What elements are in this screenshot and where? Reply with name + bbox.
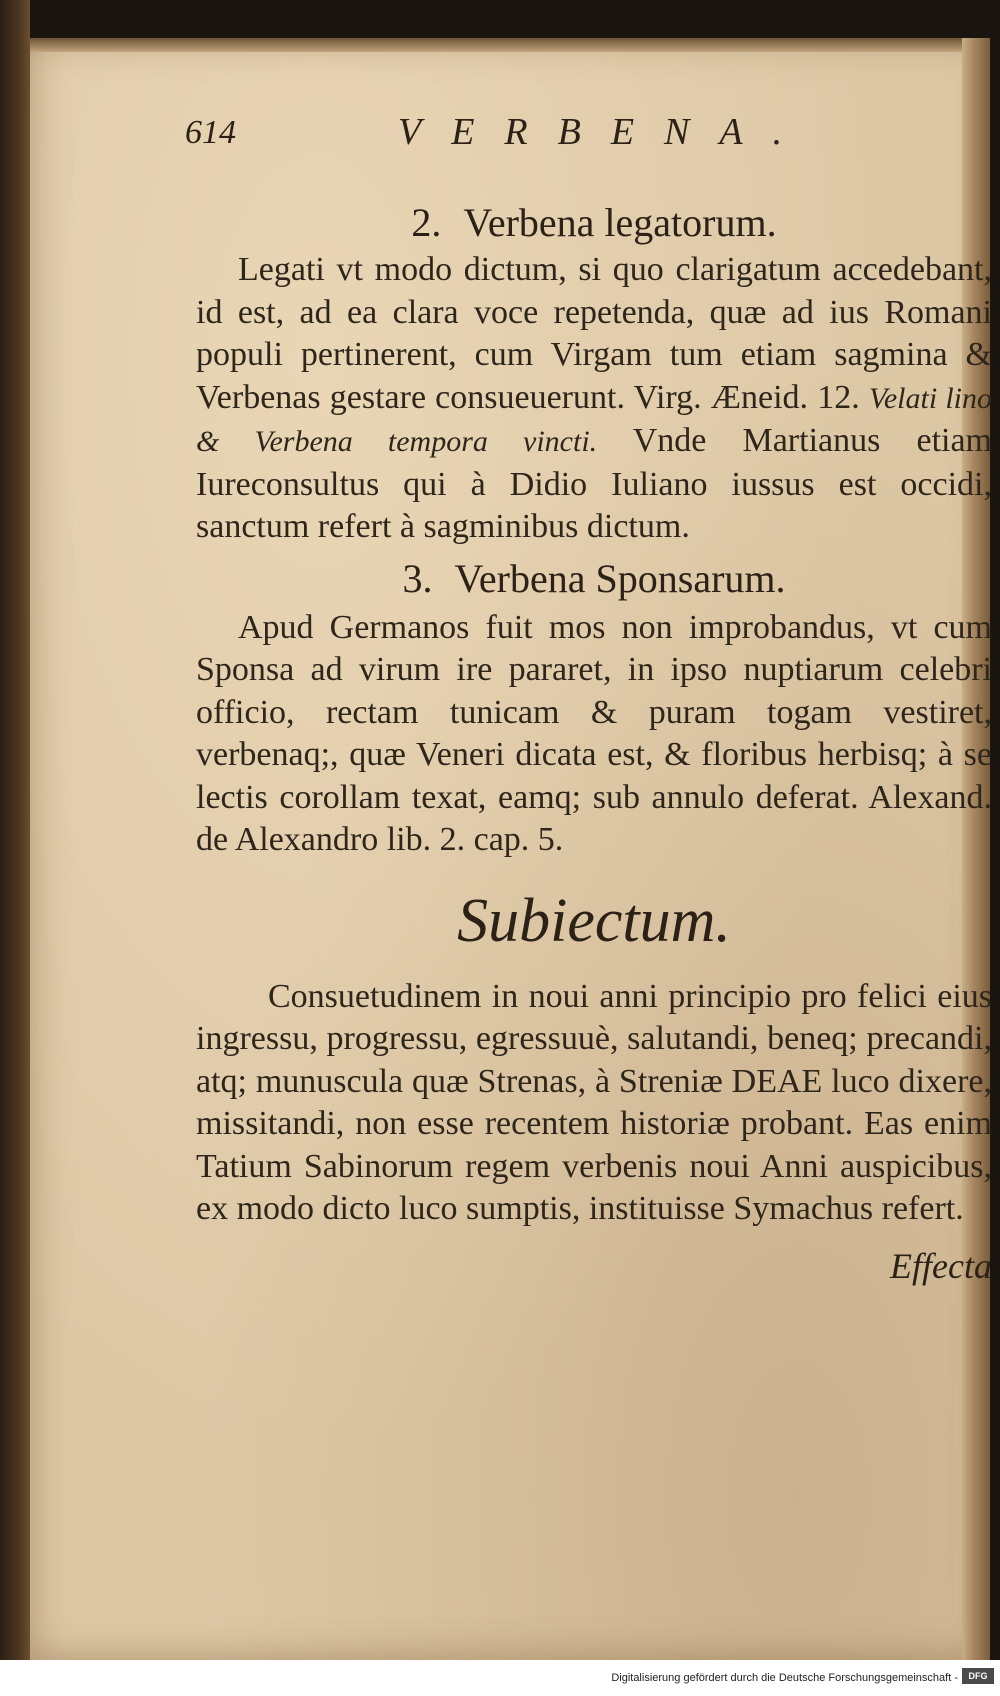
- funding-credit: Digitalisierung gefördert durch die Deutsche Forschungsgemeinschaft -: [611, 1672, 958, 1684]
- subiectum-heading: Subiectum.: [457, 886, 731, 955]
- page-top-edge: [30, 38, 990, 52]
- section-2-paragraph: [196, 249, 992, 549]
- page-number: 614: [185, 114, 236, 151]
- digitization-footer: [0, 1660, 1000, 1696]
- italic-quotation: Velati lino & Verbena tempora vincti.: [196, 381, 992, 458]
- text-block: [196, 201, 992, 1287]
- running-head: [30, 110, 990, 160]
- subiectum-paragraph: Consuetudinem in noui anni principio pro felici eius ingressu, progressu, egressuuè, salutandi, beneq; precandi, atq; munuscula quæ Strenas, à Streniæ DEAE luco dixere, missitandi, non esse recentem historiæ probant. Eas enim Tatium Sabinorum regem verbenis noui Anni auspicibus, ex modo dicto luco sumptis, instituisse Symachus refert.: [196, 977, 992, 1227]
- dfg-logo-icon: DFG: [962, 1668, 994, 1684]
- section-title: Verbena Sponsarum.: [454, 555, 786, 601]
- section-number: 3.: [402, 555, 433, 601]
- section-heading-3: [196, 553, 992, 605]
- paragraph-text: Vnde Martianus etiam Iureconsultus qui à Didio Iuliano iussus est occidi, sanctum refert à sagminibus dictum.: [196, 422, 992, 545]
- catchword: Effecta: [890, 1245, 992, 1286]
- book-page: [30, 38, 990, 1660]
- section-heading-2: [196, 197, 992, 249]
- book-spine: [0, 0, 30, 1696]
- section-3-paragraph: Apud Germanos fuit mos non improbandus, vt cum Sponsa ad virum ire pararet, in ipso nuptiarum celebri officio, rectam tunicam & puram togam vestiret, verbenaq;, quæ Veneri dicata est, & floribus herbisq; à se lectis corollam texat, eamq; sub annulo deferat. Alexand. de Alexandro lib. 2. cap. 5.: [196, 608, 992, 858]
- running-title: VERBENA.: [398, 111, 813, 153]
- paragraph-text: Legati vt modo dictum, si quo clarigatum accedebant, id est, ad ea clara voce repetenda, quæ ad ius Romani populi pertinerent, cum Virgam tum etiam sagmina & Verbenas gestare consueuerunt. Virg. Æneid. 12.: [196, 251, 992, 416]
- section-number: 2.: [411, 200, 442, 245]
- section-title: Verbena legatorum.: [463, 200, 777, 245]
